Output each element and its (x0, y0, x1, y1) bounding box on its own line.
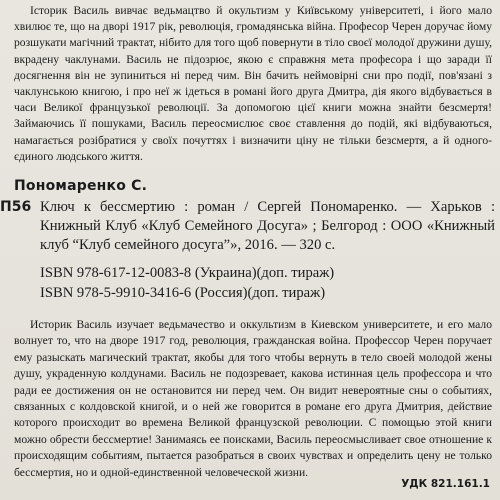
annotation-russian: Историк Василь изучает ведьмачество и оккультизм в Киевском университете, и его мало волнует то, что на дворе 1917 год, революция, гражданская война. Профессор Черен поручает ему разыскать магический трактат, якобы для того чтобы вернуть в тело своей молодой жены душу, украденную колдунами. Василь не подозревает, какова истинная цель профессора и что ради ее достижения он не остановится ни перед чем. Он видит невероятные сны о событиях, связанных с колдовской книгой, и о ней же говорится в романе его друга Дмитрия, действие которого происходит во времена Великой французской революции. С помощью этой книги можно обрести бессмертие! Занимаясь ее поисками, Василь переосмысливает свое отношение к происходящим событиям, пытается разобраться в своих чувствах и определить цену не только бессмертия, но и одной-единственной человеческой жизни. (14, 318, 492, 479)
udc-code: УДК 821.161.1 (401, 478, 490, 490)
annotation-ukrainian: Історик Василь вивчає ведьмацтво й окультизм у Київському університеті, і його мало хвилює те, що на дворі 1917 рік, революція, громадянська війна. Професор Черен доручає йому розшукати магічний трактат, нібито для того щоб повернути в тіло своєї молодої дружини душу, вкрадену чаклунами. Василь не підозрює, якою є справжня мета професора і що заради її досягнення він не зупиниться ні перед чим. Він бачить неймовірні сни про події, пов'язані з чаклунською книгою, і про неї ж ідеться в романі його друга Дмитра, дія якого відбувається в часи Великої французької революції. За допомогою цієї книги можна знайти безсмертя! Займаючись її пошуками, Василь переосмислює своє ставлення до подій, які відбуваються, намагається розібратися у своїх почуттях і визначити ціну не тільки безсмертя, а й одного-єдиного людського життя. (14, 4, 492, 163)
catalog-code: П56 (0, 199, 32, 215)
author-heading: Пономаренко С. (14, 178, 148, 194)
bibliographic-record: Ключ к бессмертию : роман / Сергей Пономаренко. — Харьков : Книжный Клуб «Клуб Семейного Досуга» ; Белгород : ООО «Книжный клуб “Клуб семейного досуга”», 2016. — 320 с. (40, 199, 495, 253)
isbn-russia: ISBN 978-5-9910-3416-6 (Россия)(доп. тираж) (40, 285, 326, 301)
isbn-ukraine: ISBN 978-617-12-0083-8 (Украина)(доп. тираж) (40, 265, 335, 281)
